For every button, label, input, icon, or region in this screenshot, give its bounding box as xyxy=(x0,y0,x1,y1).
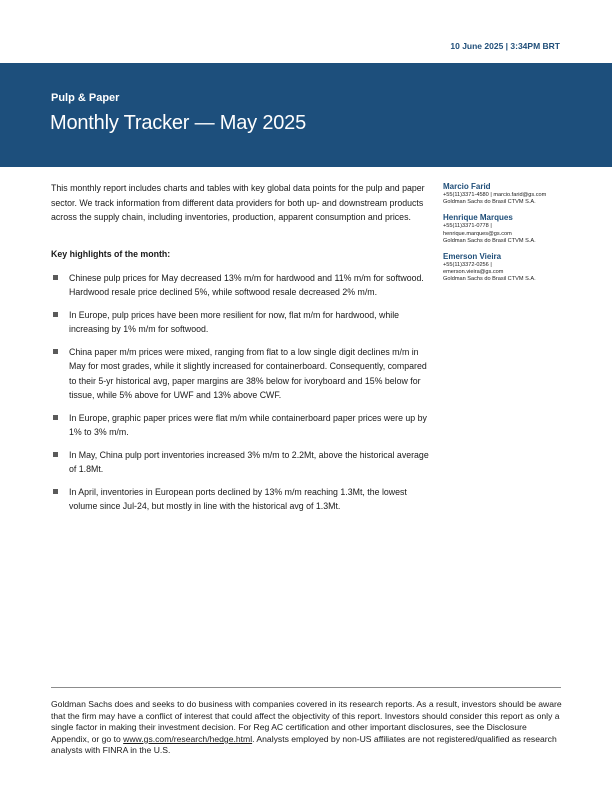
bullet-square-icon xyxy=(53,415,58,420)
bullet-square-icon xyxy=(53,312,58,317)
list-item-text: China paper m/m prices were mixed, ranging from flat to a low single digit declines m/m in May for most grades, while it slightly increased for containerboard. Consequently, compared to their 5-yr historical avg, paper margins are 38% below for ivoryboard and 15% below for tissue, while 5% above for UWF and 13% above CWF. xyxy=(69,347,427,401)
analyst-firm: Goldman Sachs do Brasil CTVM S.A. xyxy=(443,276,536,283)
list-item-text: In Europe, graphic paper prices were flat m/m while containerboard paper prices were up by 1% to 3% m/m. xyxy=(69,412,427,438)
analyst-name: Henrique Marques xyxy=(443,213,513,223)
highlights-list xyxy=(51,271,436,522)
analyst-name: Marcio Farid xyxy=(443,182,491,191)
disclaimer-text-end: . Analysts employed by non-US affiliates are not registered/qualified as research analysts with FINRA in the U.S. xyxy=(51,733,557,756)
list-item xyxy=(51,411,436,440)
analyst-firm: Goldman Sachs do Brasil CTVM S.A. xyxy=(443,199,536,206)
disclaimer-text: Goldman Sachs does and seeks to do business with companies covered in its research reports. As a result, investors should be aware that the firm may have a conflict of interest that could affect the objectivity of this report. Investors should consider this report as only a single factor in making their investment decision. For Reg AC certification and other important disclosures, see the Disclosure Appendix, or go to xyxy=(51,699,562,744)
report-title: Monthly Tracker — May 2025 xyxy=(50,112,307,134)
analyst-contact[interactable]: +55(11)3371-4580 | marcio.farid@gs.com xyxy=(443,192,547,198)
analyst-contact: +55(11)3371-0778 | xyxy=(443,223,492,230)
analyst-card xyxy=(443,213,573,245)
bullet-square-icon xyxy=(53,489,58,494)
analyst-email[interactable]: henrique.marques@gs.com xyxy=(443,230,512,237)
bullet-square-icon xyxy=(53,452,58,457)
bullet-square-icon xyxy=(53,275,58,280)
list-item xyxy=(51,308,436,337)
sector-label: Pulp & Paper xyxy=(51,92,120,104)
analyst-contact: +55(11)3372-0256 | xyxy=(443,262,492,269)
analyst-card xyxy=(443,252,573,284)
intro-paragraph: This monthly report includes charts and tables with key global data points for the pulp and paper sector. We track information from different data providers for both up- and downstream products across the supply chain, including inventories, production, apparent consumption and prices. xyxy=(51,183,425,223)
footer-divider xyxy=(51,687,561,688)
list-item-text: In April, inventories in European ports declined by 13% m/m reaching 1.3Mt, the lowest volume since Jul-24, but mostly in line with the historical avg of 1.3Mt. xyxy=(69,487,407,512)
list-item-text: In May, China pulp port inventories increased 3% m/m to 2.2Mt, above the historical average of 1.8Mt. xyxy=(69,449,429,475)
disclaimer xyxy=(51,699,563,757)
list-item xyxy=(51,345,436,402)
analyst-card xyxy=(443,182,573,206)
list-item xyxy=(51,271,436,300)
analyst-firm: Goldman Sachs do Brasil CTVM S.A. xyxy=(443,237,536,244)
disclosure-link[interactable]: www.gs.com/research/hedge.html xyxy=(123,733,253,744)
list-item-text: In Europe, pulp prices have been more resilient for now, flat m/m for hardwood, while increasing by 1% m/m for softwood. xyxy=(69,310,400,335)
highlights-heading: Key highlights of the month: xyxy=(51,249,171,259)
list-item xyxy=(51,448,436,477)
analyst-email[interactable]: emerson.vieira@gs.com xyxy=(443,269,504,276)
analyst-name: Emerson Vieira xyxy=(443,252,502,262)
list-item xyxy=(51,485,436,514)
report-date: 10 June 2025 | 3:34PM BRT xyxy=(450,41,560,51)
bullet-square-icon xyxy=(53,349,58,354)
list-item-text: Chinese pulp prices for May decreased 13% m/m for hardwood and 11% m/m for softwood. Hardwood resale price declined 5%, while softwood resale decreased 2% m/m. xyxy=(69,273,424,298)
analyst-panel xyxy=(443,182,573,291)
